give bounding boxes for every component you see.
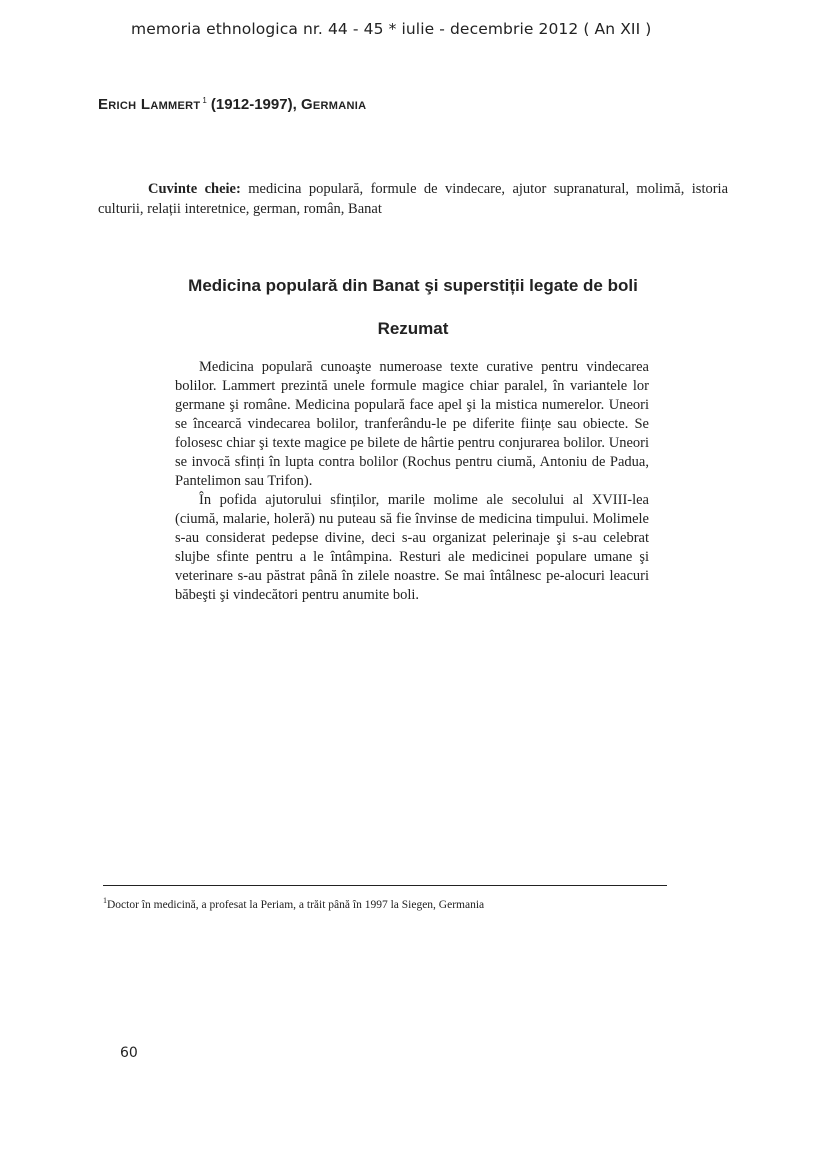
keywords bbox=[98, 179, 728, 219]
author-line bbox=[98, 96, 366, 113]
author-footnote-mark: 1 bbox=[202, 96, 207, 105]
footnote-divider bbox=[103, 885, 667, 886]
running-header: memoria ethnologica nr. 44 - 45 * iulie - decembrie 2012 ( An XII ) bbox=[131, 20, 652, 38]
abstract-body bbox=[175, 358, 649, 605]
footnote-text: Doctor în medicină, a profesat la Periam, a trăit până în 1997 la Siegen, Germania bbox=[107, 898, 485, 911]
page-number: 60 bbox=[120, 1045, 138, 1061]
keywords-label: Cuvinte cheie: bbox=[148, 181, 241, 197]
article-title: Medicina populară din Banat şi superstiții legate de boli bbox=[188, 276, 638, 295]
author-years: (1912-1997), bbox=[210, 96, 297, 113]
abstract-heading: Rezumat bbox=[377, 319, 449, 338]
abstract-paragraph: Medicina populară cunoaşte numeroase texte curative pentru vindecarea bolilor. Lammert prezintă unele formule magice chiar paralel, în variantele lor germane şi române. Medicina populară face apel şi la mistica numerelor. Uneori se încearcă vindecarea bolilor, tranferându-le pe diferite ființe sau obiecte. Se folosesc chiar şi texte magice pe bilete de hârtie pentru conjurarea bolilor. Uneori se invocă sfinți în lupta contra bolilor (Rochus pentru ciumă, Antoniu de Padua, Pantelimon sau Trifon). bbox=[175, 359, 649, 489]
abstract-paragraph: În pofida ajutorului sfinților, marile molime ale secolului al XVIII-lea (ciumă, malarie, holeră) nu puteau să fie învinse de medicina timpului. Molimele s-au considerat pedepse divine, deci s-au organizat pelerinaje şi s-au celebrat slujbe sfinte pentru a le întâmpina. Resturi ale medicinei populare umane şi veterinare s-au păstrat până în zilele noastre. Se mai întâlnesc pe-alocuri leacuri băbeşti şi vindecători pentru anumite boli. bbox=[175, 492, 649, 603]
footnote-mark: 1 bbox=[103, 896, 107, 905]
author-name: Erich Lammert bbox=[98, 96, 201, 113]
keywords-text: medicina populară, formule de vindecare, ajutor supranatural, molimă, istoria culturii, relații interetnice, german, român, Banat bbox=[98, 181, 729, 217]
footnote bbox=[103, 896, 484, 911]
author-country: Germania bbox=[300, 96, 367, 113]
